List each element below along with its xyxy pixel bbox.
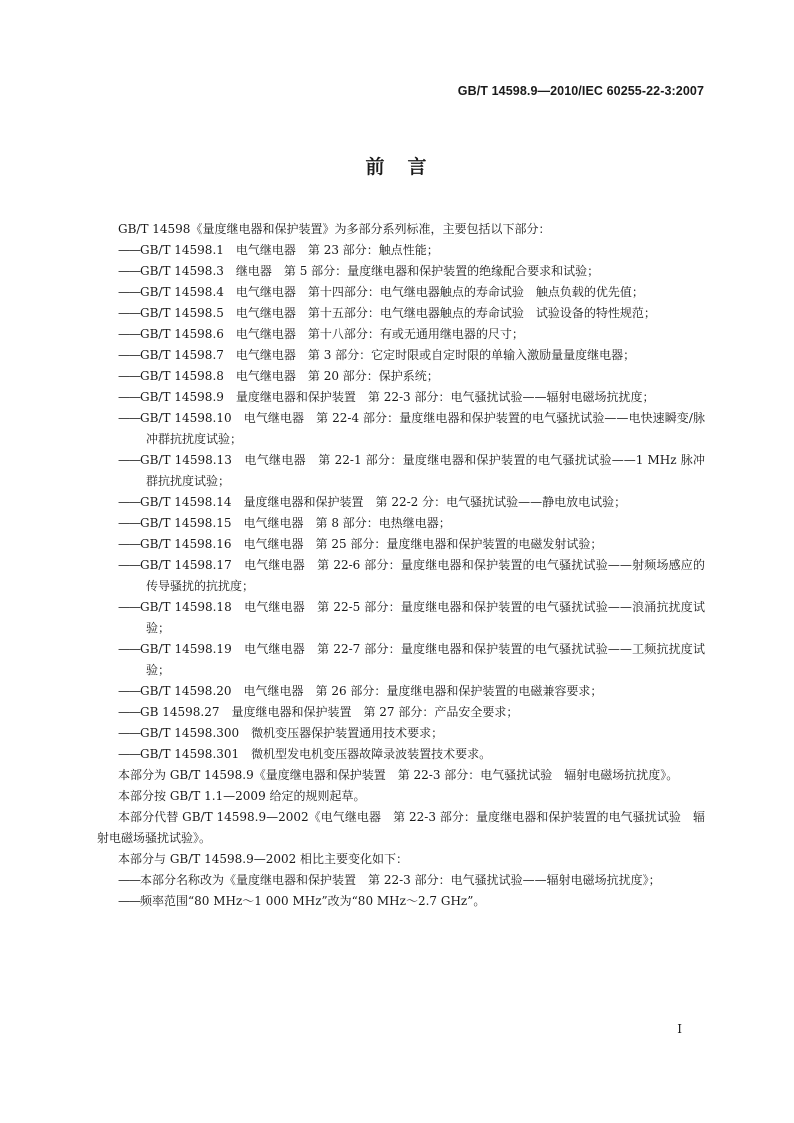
list-item bbox=[97, 681, 705, 702]
list-item-text: GB/T 14598.14 量度继电器和保护装置 第 22-2 分：电气骚扰试验——静电放电试验； bbox=[140, 495, 627, 509]
dash-bullet: —— bbox=[118, 642, 140, 656]
body-paragraph: 本部分与 GB/T 14598.9—2002 相比主要变化如下： bbox=[118, 852, 409, 866]
list-item bbox=[97, 387, 705, 408]
list-item bbox=[97, 723, 705, 744]
dash-bullet: —— bbox=[118, 327, 140, 341]
list-item-text: GB/T 14598.6 电气继电器 第十八部分：有或无通用继电器的尺寸； bbox=[140, 327, 524, 341]
dash-bullet: —— bbox=[118, 495, 140, 509]
parts-list bbox=[97, 240, 705, 765]
dash-bullet: —— bbox=[118, 243, 140, 257]
list-item-text: GB/T 14598.301 微机型发电机变压器故障录波装置技术要求。 bbox=[140, 747, 492, 761]
dash-bullet: —— bbox=[118, 516, 140, 530]
list-item bbox=[97, 597, 705, 639]
list-item-text: GB 14598.27 量度继电器和保护装置 第 27 部分：产品安全要求； bbox=[140, 705, 519, 719]
list-item-text: GB/T 14598.7 电气继电器 第 3 部分：它定时限或自定时限的单输入激励量量度继电器； bbox=[140, 348, 636, 362]
list-item-text: 本部分名称改为《量度继电器和保护装置 第 22-3 部分：电气骚扰试验——辐射电磁场抗扰度》； bbox=[140, 873, 661, 887]
list-item-text: GB/T 14598.4 电气继电器 第十四部分：电气继电器触点的寿命试验 触点负载的优先值； bbox=[140, 285, 644, 299]
list-item-text: GB/T 14598.9 量度继电器和保护装置 第 22-3 部分：电气骚扰试验——辐射电磁场抗扰度； bbox=[140, 390, 655, 404]
list-item bbox=[97, 450, 705, 492]
list-item bbox=[97, 366, 705, 387]
list-item bbox=[97, 492, 705, 513]
list-item-text: GB/T 14598.16 电气继电器 第 25 部分：量度继电器和保护装置的电磁发射试验； bbox=[140, 537, 603, 551]
list-item bbox=[97, 891, 705, 912]
dash-bullet: —— bbox=[118, 726, 140, 740]
list-item-text: GB/T 14598.8 电气继电器 第 20 部分：保护系统； bbox=[140, 369, 439, 383]
list-item bbox=[97, 282, 705, 303]
dash-bullet: —— bbox=[118, 390, 140, 404]
list-item bbox=[97, 744, 705, 765]
dash-bullet: —— bbox=[118, 411, 140, 425]
list-item bbox=[97, 534, 705, 555]
page-number: I bbox=[677, 1022, 682, 1036]
dash-bullet: —— bbox=[118, 264, 140, 278]
body-paragraph: 本部分为 GB/T 14598.9《量度继电器和保护装置 第 22-3 部分：电气骚扰试验 辐射电磁场抗扰度》。 bbox=[118, 768, 679, 782]
dash-bullet: —— bbox=[118, 558, 140, 572]
list-item bbox=[97, 261, 705, 282]
list-item bbox=[97, 303, 705, 324]
dash-bullet: —— bbox=[118, 747, 140, 761]
list-item-text: GB/T 14598.20 电气继电器 第 26 部分：量度继电器和保护装置的电磁兼容要求； bbox=[140, 684, 603, 698]
list-item-text: GB/T 14598.15 电气继电器 第 8 部分：电热继电器； bbox=[140, 516, 451, 530]
changes-list bbox=[97, 870, 705, 912]
list-item-text: GB/T 14598.17 电气继电器 第 22-6 部分：量度继电器和保护装置的电气骚扰试验——射频场感应的传导骚扰的抗扰度； bbox=[140, 558, 705, 593]
dash-bullet: —— bbox=[118, 453, 140, 467]
standard-number-header: GB/T 14598.9—2010/IEC 60255-22-3:2007 bbox=[457, 84, 704, 98]
list-item bbox=[97, 240, 705, 261]
foreword-body bbox=[97, 219, 705, 912]
dash-bullet: —— bbox=[118, 285, 140, 299]
page-title: 前 言 bbox=[365, 156, 429, 178]
body-paragraph: 本部分按 GB/T 1.1—2009 给定的规则起草。 bbox=[118, 789, 366, 803]
dash-bullet: —— bbox=[118, 873, 140, 887]
list-item-text: GB/T 14598.1 电气继电器 第 23 部分：触点性能； bbox=[140, 243, 439, 257]
list-item bbox=[97, 324, 705, 345]
dash-bullet: —— bbox=[118, 684, 140, 698]
list-item-text: GB/T 14598.13 电气继电器 第 22-1 部分：量度继电器和保护装置的电气骚扰试验——1 MHz 脉冲群抗扰度试验； bbox=[140, 453, 705, 488]
list-item-text: GB/T 14598.10 电气继电器 第 22-4 部分：量度继电器和保护装置的电气骚扰试验——电快速瞬变/脉冲群抗扰度试验； bbox=[140, 411, 705, 446]
dash-bullet: —— bbox=[118, 306, 140, 320]
list-item bbox=[97, 639, 705, 681]
list-item-text: GB/T 14598.19 电气继电器 第 22-7 部分：量度继电器和保护装置的电气骚扰试验——工频抗扰度试验； bbox=[140, 642, 705, 677]
dash-bullet: —— bbox=[118, 600, 140, 614]
list-item-text: 频率范围“80 MHz～1 000 MHz”改为“80 MHz～2.7 GHz”。 bbox=[140, 894, 486, 908]
dash-bullet: —— bbox=[118, 894, 140, 908]
list-item-text: GB/T 14598.18 电气继电器 第 22-5 部分：量度继电器和保护装置的电气骚扰试验——浪涌抗扰度试验； bbox=[140, 600, 705, 635]
list-item-text: GB/T 14598.3 继电器 第 5 部分：量度继电器和保护装置的绝缘配合要求和试验； bbox=[140, 264, 600, 278]
list-item bbox=[97, 702, 705, 723]
intro-paragraph: GB/T 14598《量度继电器和保护装置》为多部分系列标准，主要包括以下部分： bbox=[118, 222, 551, 236]
list-item bbox=[97, 555, 705, 597]
dash-bullet: —— bbox=[118, 705, 140, 719]
list-item bbox=[97, 408, 705, 450]
list-item-text: GB/T 14598.5 电气继电器 第十五部分：电气继电器触点的寿命试验 试验设备的特性规范； bbox=[140, 306, 656, 320]
list-item bbox=[97, 870, 705, 891]
list-item bbox=[97, 513, 705, 534]
body-paragraph: 本部分代替 GB/T 14598.9—2002《电气继电器 第 22-3 部分：量度继电器和保护装置的电气骚扰试验 辐射电磁场骚扰试验》。 bbox=[97, 810, 705, 845]
dash-bullet: —— bbox=[118, 348, 140, 362]
dash-bullet: —— bbox=[118, 369, 140, 383]
dash-bullet: —— bbox=[118, 537, 140, 551]
list-item bbox=[97, 345, 705, 366]
list-item-text: GB/T 14598.300 微机变压器保护装置通用技术要求； bbox=[140, 726, 444, 740]
